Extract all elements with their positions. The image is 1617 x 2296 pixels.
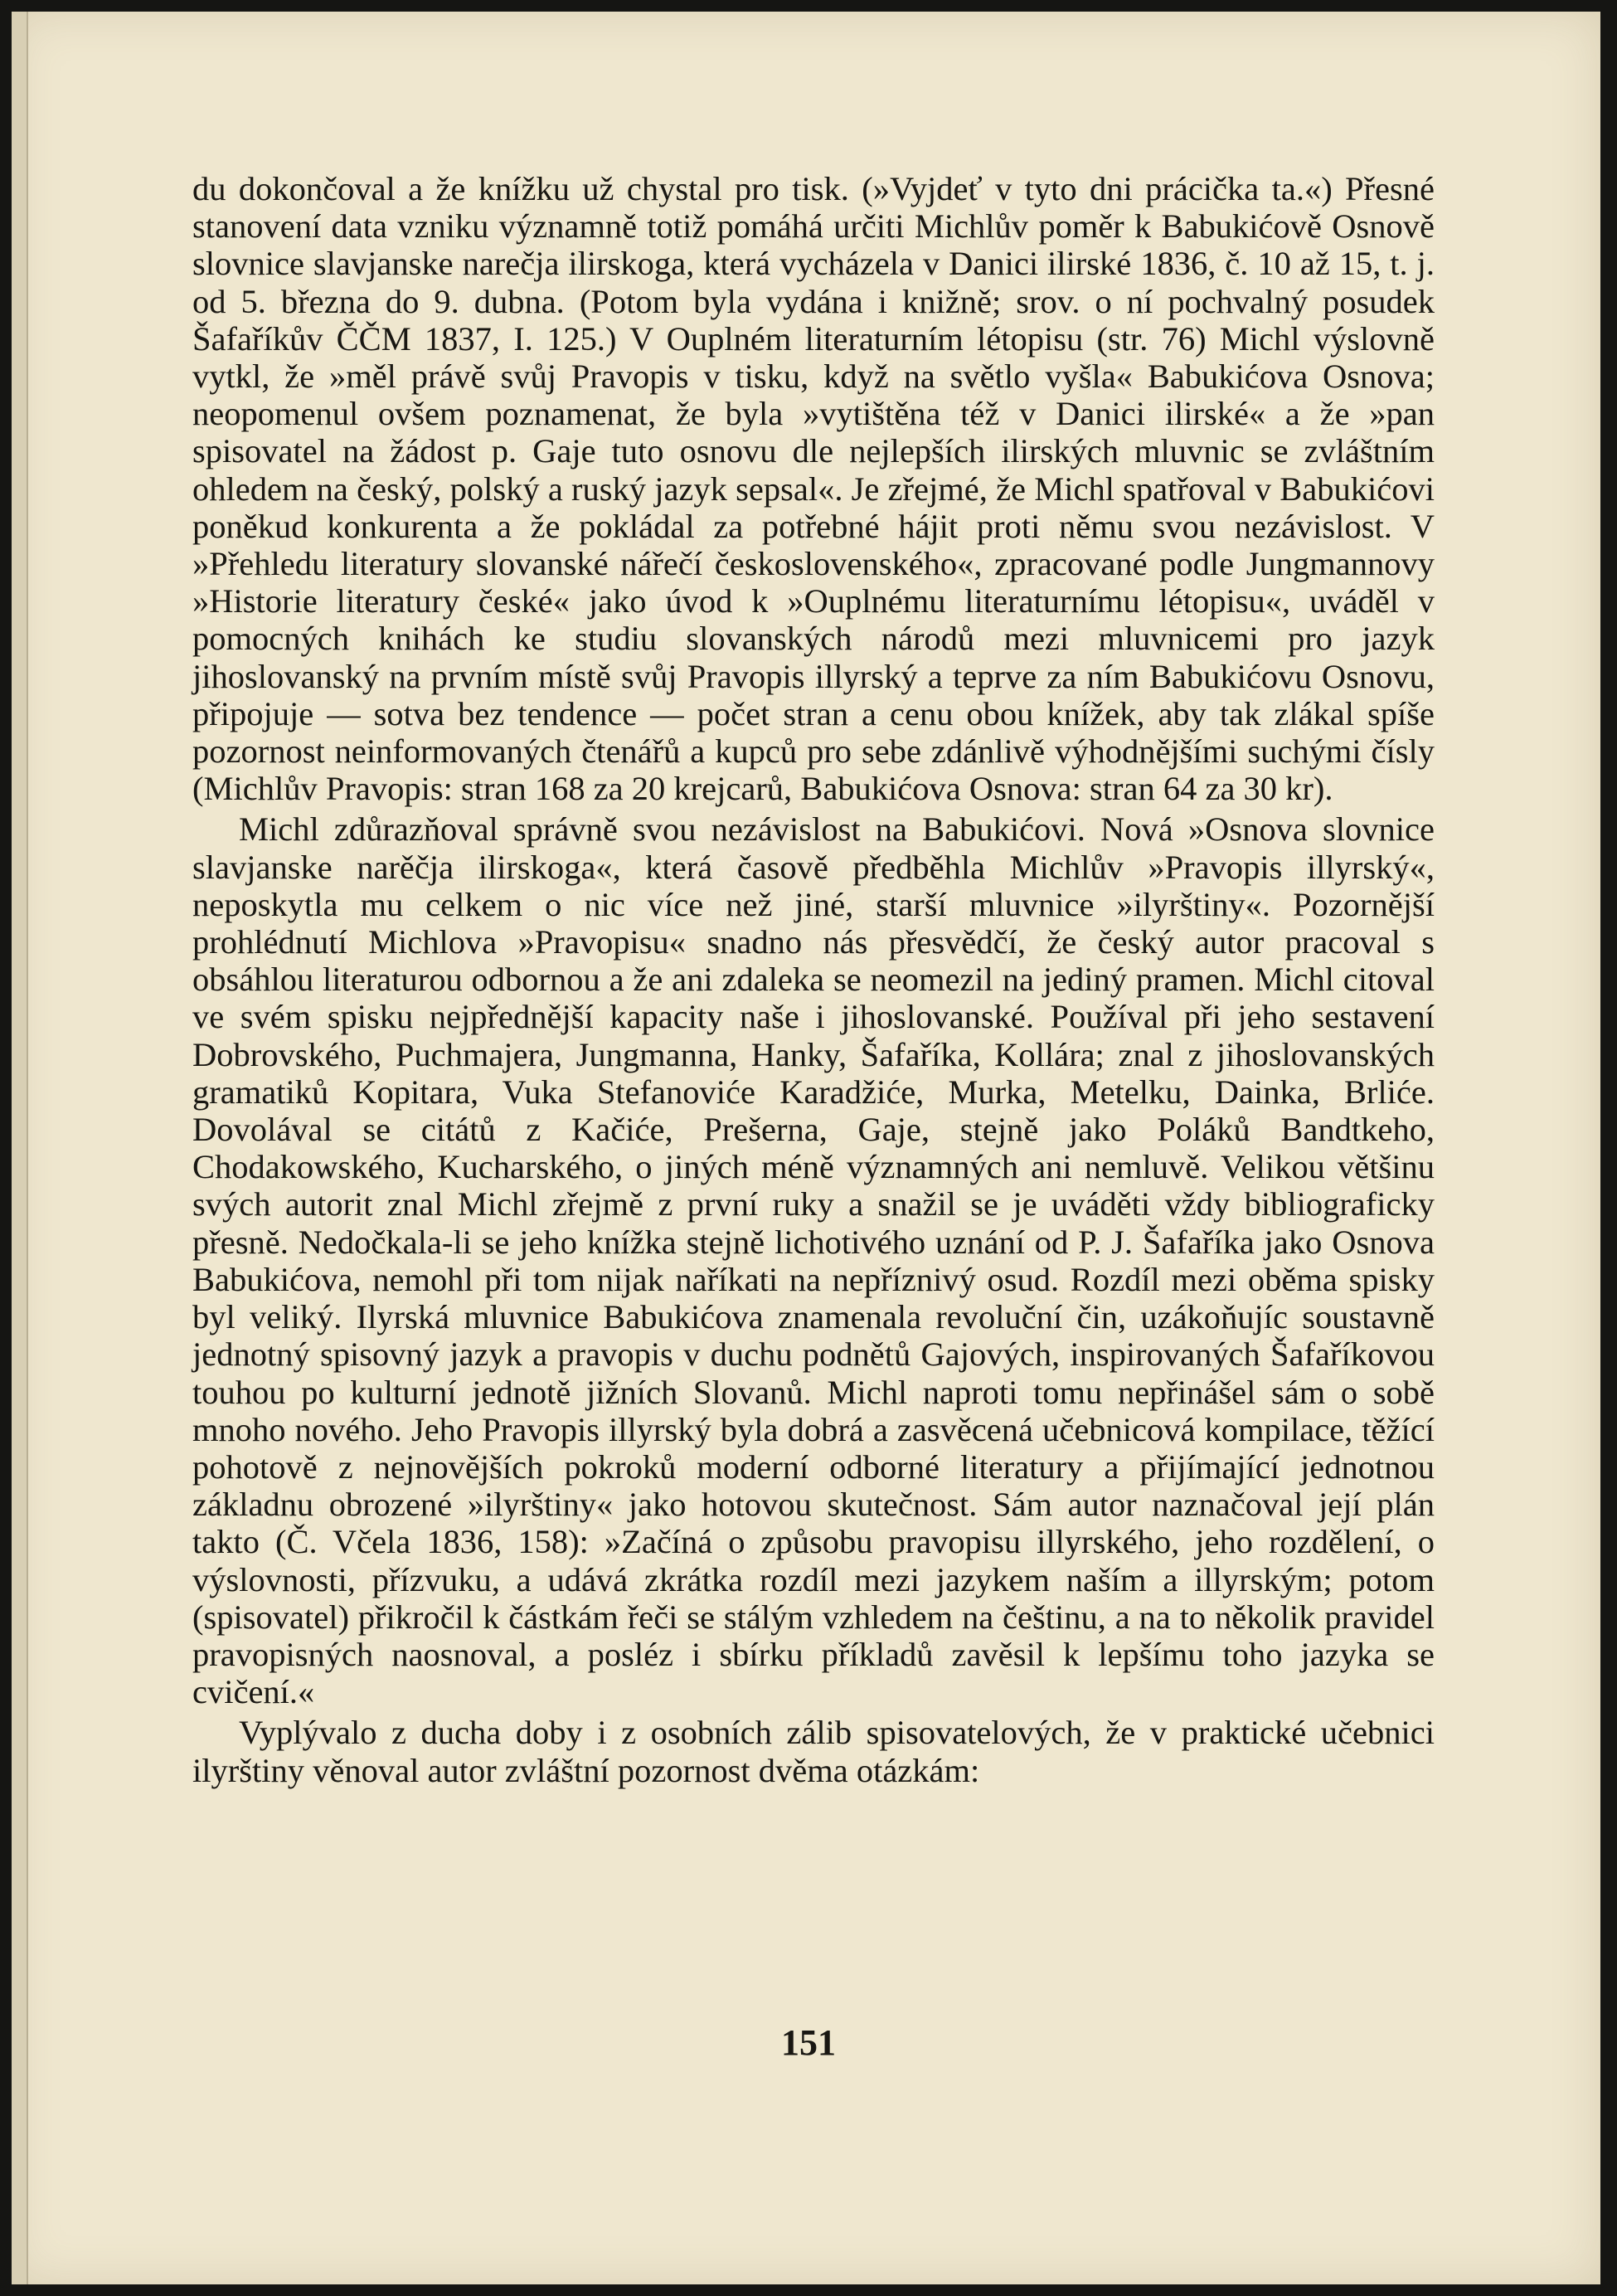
body-text [192,170,1435,1789]
paragraph-2: Michl zdůrazňoval správně svou nezávislost na Babukićovi. Nová »Osnova slovnice slavjanske narěčja ilirskoga«, která časově předběhla Michlův »Pravopis illyrský«, neposkytla mu celkem o nic více než jiné, starší mluvnice »ilyrštiny«. Pozornější prohlédnutí Michlova »Pravopisu« snadno nás přesvědčí, že český autor pracoval s obsáhlou literaturou odbornou a že ani zdaleka se neomezil na jediný pramen. Michl citoval ve svém spisku nejpřednější kapacity naše i jihoslovanské. Používal při jeho sestavení Dobrovského, Puchmajera, Jungmanna, Hanky, Šafaříka, Kollára; znal z jihoslovanských gramatiků Kopitara, Vuka Stefanoviće Karadžiće, Murka, Metelku, Dainka, Brliće. Dovolával se citátů z Kačiće, Prešerna, Gaje, stejně jako Poláků Bandtkeho, Chodakowského, Kucharského, o jiných méně významných ani nemluvě. Velikou většinu svých autorit znal Michl zřejmě z první ruky a snažil se je uváděti vždy bibliograficky přesně. Nedočkala-li se jeho knížka stejně lichotivého uznání od P. J. Šafaříka jako Osnova Babukićova, nemohl při tom nijak naříkati na nepříznivý osud. Rozdíl mezi oběma spisky byl veliký. Ilyrská mluvnice Babukićova znamenala revoluční čin, uzákoňujíc soustavně jednotný spisovný jazyk a pravopis v duchu podnětů Gajových, inspirovaných Šafaříkovou touhou po kulturní jednotě jižních Slovanů. Michl naproti tomu nepřinášel sám o sobě mnoho nového. Jeho Pravopis illyrský byla dobrá a zasvěcená učebnicová kompilace, těžící pohotově z nejnovějších pokroků moderní odborné literatury a přijímající jednotnou základnu obrozené »ilyrštiny« jako hotovou skutečnost. Sám autor naznačoval její plán takto (Č. Včela 1836, 158): »Začíná o způsobu pravopisu illyrského, jeho rozdělení, o výslovnosti, přízvuku, a udává zkrátka rozdíl mezi jazykem naším a illyrským; potom (spisovatel) přikročil k částkám řeči se stálým vzhledem na češtinu, a na to několik pravidel pravopisných naosnoval, a posléz i sbírku příkladů zavěsil k lepšímu toho jazyka se cvičení.« [192,810,1435,1711]
page-binding-edge [12,12,28,2284]
paragraph-1: du dokončoval a že knížku už chystal pro tisk. (»Vyjdeť v tyto dni prácička ta.«) Přesné stanovení data vzniku významně totiž pomáhá určiti Michlův poměr k Babukićově Osnově slovnice slavjanske narečja ilirskoga, která vycházela v Danici ilirské 1836, č. 10 až 15, t. j. od 5. března do 9. dubna. (Potom byla vydána i knižně; srov. o ní pochvalný posudek Šafaříkův ČČM 1837, I. 125.) V Ouplném literaturním létopisu (str. 76) Michl výslovně vytkl, že »měl právě svůj Pravopis v tisku, když na světlo vyšla« Babukićova Osnova; neopomenul ovšem poznamenat, že byla »vytištěna též v Danici ilirské« a že »pan spisovatel na žádost p. Gaje tuto osnovu dle nejlepších ilirských mluvnic se zvláštním ohledem na český, polský a ruský jazyk sepsal«. Je zřejmé, že Michl spatřoval v Babukićovi poněkud konkurenta a že pokládal za potřebné hájit proti němu svou nezávislost. V »Přehledu literatury slovanské nářečí československého«, zpracované podle Jungmannovy »Historie literatury české« jako úvod k »Ouplnému literaturnímu létopisu«, uváděl v pomocných knihách ke studiu slovanských národů mezi mluvnicemi pro jazyk jihoslovanský na prvním místě svůj Pravopis illyrský a teprve za ním Babukićovu Osnovu, připojuje — sotva bez tendence — počet stran a cenu obou knížek, aby tak zlákal spíše pozornost neinformovaných čtenářů a kupců pro sebe zdánlivě výhodnějšími suchými čísly (Michlův Pravopis: stran 168 za 20 krejcarů, Babukićova Osnova: stran 64 za 30 kr). [192,170,1435,808]
page-number: 151 [781,2022,836,2063]
paragraph-3: Vyplývalo z ducha doby i z osobních zálib spisovatelových, že v praktické učebnici ilyrštiny věnoval autor zvláštní pozornost dvěma otázkám: [192,1714,1435,1789]
